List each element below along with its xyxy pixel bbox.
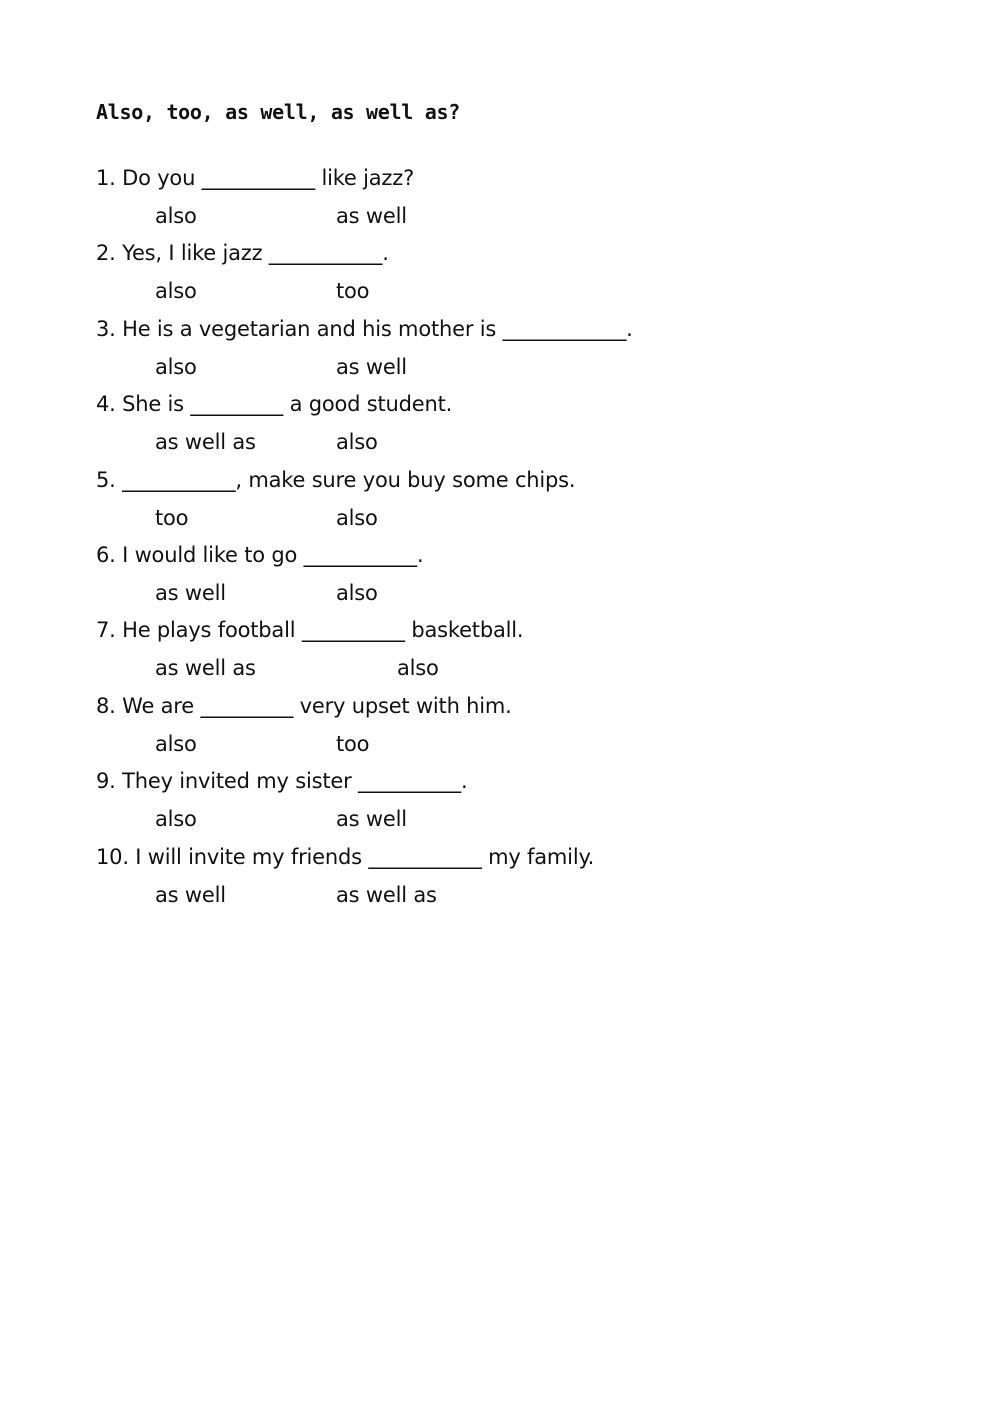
question-text: 8. We are _________ very upset with him.: [96, 693, 512, 718]
worksheet-title: Also, too, as well, as well as?: [96, 100, 460, 124]
question-list: [96, 163, 896, 917]
question-text: 6. I would like to go ___________.: [96, 542, 424, 567]
answer-option: also: [336, 580, 378, 605]
answer-option: also: [155, 807, 197, 832]
question-item: [96, 389, 896, 464]
question-item: [96, 766, 896, 841]
question-item: [96, 615, 896, 690]
question-text: 1. Do you ___________ like jazz?: [96, 166, 415, 190]
answer-option: as well: [155, 580, 226, 605]
answer-option: also: [155, 354, 197, 379]
answer-option: as well as: [336, 882, 437, 907]
question-item: [96, 314, 896, 389]
answer-option: as well: [336, 807, 407, 832]
question-text: 2. Yes, I like jazz ___________.: [96, 241, 389, 266]
question-text: 4. She is _________ a good student.: [96, 392, 453, 417]
answer-option: also: [155, 279, 197, 304]
answer-option: too: [336, 279, 370, 304]
question-item: [96, 540, 896, 615]
answer-option: also: [155, 204, 197, 228]
answer-option: as well as: [155, 430, 256, 455]
question-text: 9. They invited my sister __________.: [96, 769, 468, 794]
answer-option: as well: [336, 204, 407, 228]
question-text: 7. He plays football __________ basketball.: [96, 618, 524, 643]
answer-option: also: [155, 731, 197, 756]
question-item: [96, 691, 896, 766]
answer-option: as well: [155, 882, 226, 907]
question-text: 10. I will invite my friends ___________ my family.: [96, 844, 595, 869]
answer-option: also: [336, 430, 378, 455]
question-text: 5. ___________, make sure you buy some chips.: [96, 467, 576, 492]
question-item: [96, 238, 896, 313]
answer-option: as well: [336, 354, 407, 379]
question-item: [96, 842, 896, 917]
answer-option: also: [336, 505, 378, 530]
answer-option: as well as: [155, 656, 256, 681]
question-text: 3. He is a vegetarian and his mother is ____________.: [96, 316, 633, 341]
question-item: [96, 465, 896, 540]
question-item: [96, 163, 896, 238]
answer-option: also: [397, 656, 439, 681]
answer-option: too: [155, 505, 189, 530]
answer-option: too: [336, 731, 370, 756]
